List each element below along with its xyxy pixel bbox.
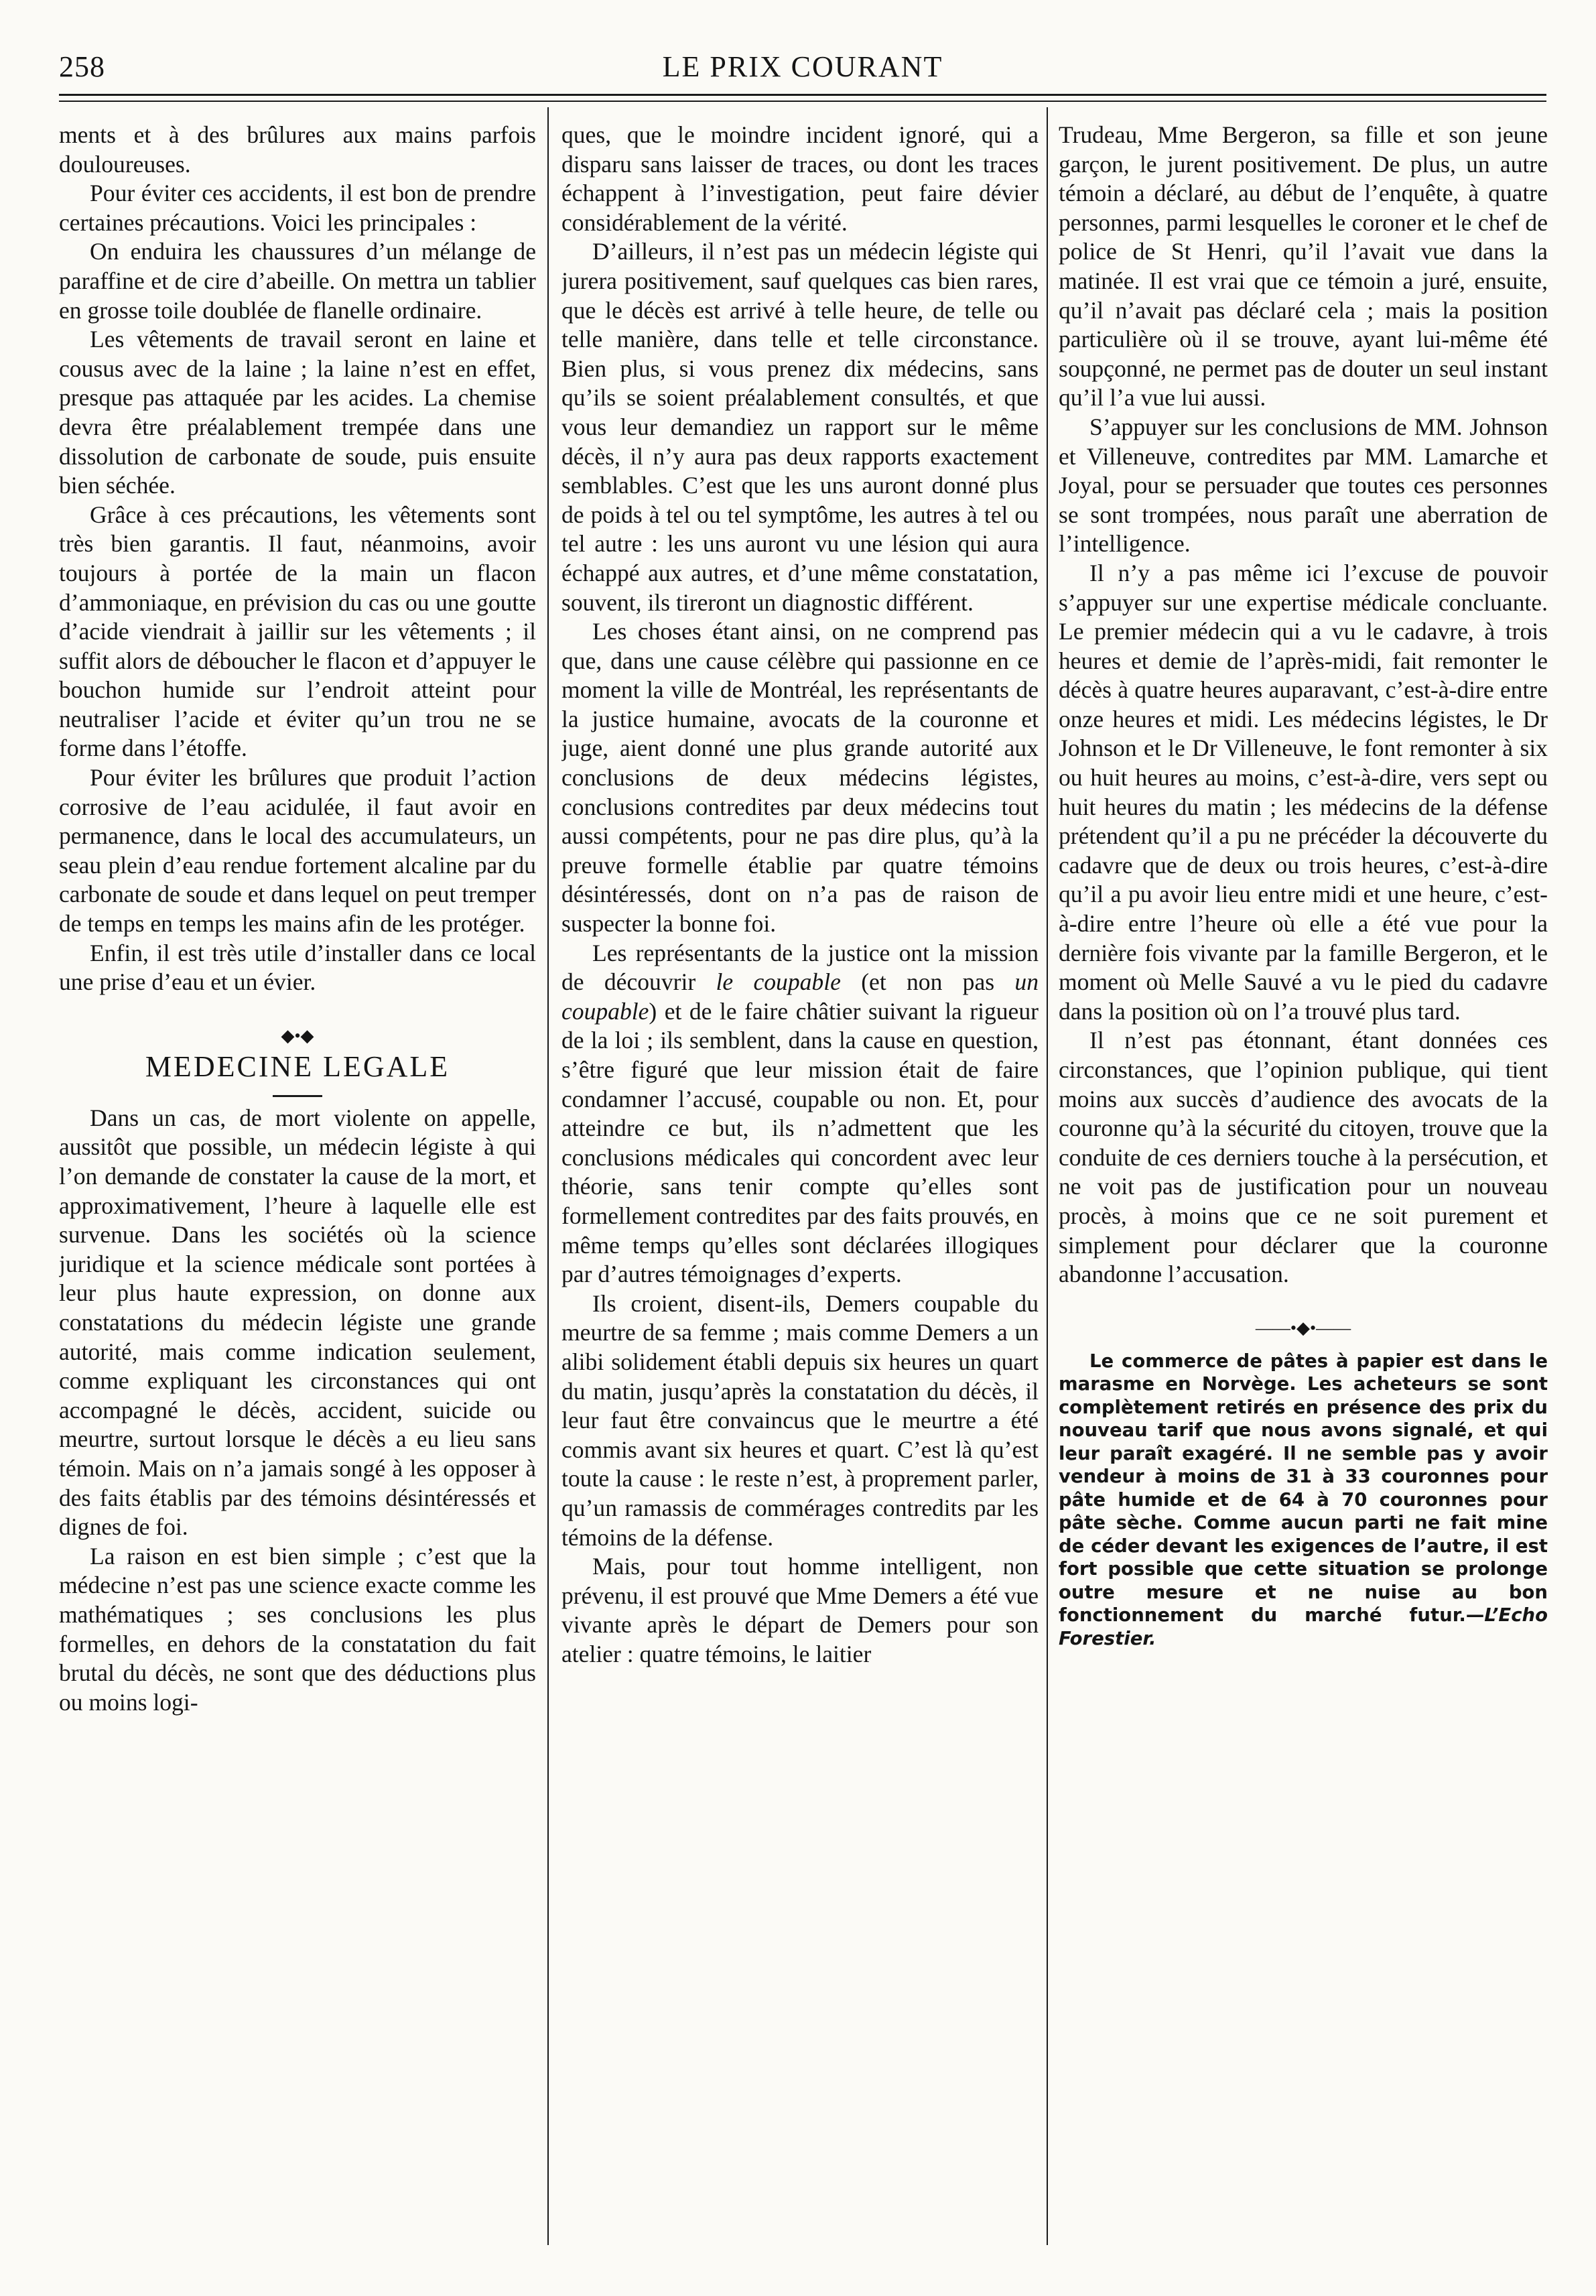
paragraph: Pour éviter les brûlures que produit l’action corrosive de l’eau acidulée, il faut avoir en permanence, dans le local des accumulateurs, un seau plein d’eau rendue fortement alcaline par du carbonate de soude et dans lequel on peut tremper de temps en temps les mains afin de les protéger. [59,764,536,938]
paragraph: Dans un cas, de mort violente on appelle, aussitôt que possible, un médecin légiste à qui l’on demande de constater la cause de la mort, et approximativement, l’heure à laquelle elle est survenue. Dans les sociétés où la science juridique et la science médicale sont portées à leur plus haute expression, on donne aux constatations du médecin légiste une grande autorité, mais comme indication seulement, comme expliquant les circonstances qui ont accompagné le décès, accident, suicide ou meurtre, surtout lorsque le décès a eu lieu sans témoin. Mais on n’a jamais songé à les opposer à des faits établis par des témoins désintéressés et dignes de foi. [59,1104,536,1541]
paragraph: Il n’y a pas même ici l’excuse de pouvoir s’appuyer sur une expertise médicale concluante. Le premier médecin qui a vu le cadavre, à trois heures et demie de l’après-midi, fait remonter le décès à quatre heures auparavant, c’est-à-dire entre onze heures et midi. Les médecins légistes, le Dr Johnson et le Dr Villeneuve, le font remonter à six ou huit heures au moins, c’est-à-dire, vers sept ou huit heures du matin ; les médecins de la défense prétendent qu’il a pu ne précéder la découverte du cadavre que de deux ou trois heures, c’est-à-dire qu’il a pu avoir lieu entre midi et une heure, c’est-à-dire entre l’heure où elle a été vue pour la dernière fois vivante par la famille Bergeron, et le moment où Melle Sauvé a vu le pied du cadavre dans la position où on l’a trouvé plus tard. [1059,559,1548,1025]
paragraph: D’ailleurs, il n’est pas un médecin légiste qui jurera positivement, sauf quelques cas bien rares, que le décès est arrivé à telle heure, de telle ou telle manière, dans telle et telle circonstance. Bien plus, si vous prenez dix médecins, sans qu’ils se soient préalablement consultés, et que vous leur demandiez un rapport sur le même décès, il n’y aura pas deux rapports exactement semblables. C’est que les uns auront donné plus de poids à tel ou tel symptôme, les autres à tel ou tel autre : les uns auront vu une lésion qui aura échappé aux autres, et d’une même constatation, souvent, ils tireront un diagnostic différent. [561,238,1039,616]
running-title: LE PRIX COURANT [662,50,943,83]
paragraph [561,939,1039,1289]
paragraph: ques, que le moindre incident ignoré, qui a disparu sans laisser de traces, ou dont les traces échappent à l’investigation, peut faire dévier considérablement de la vérité. [561,121,1039,236]
header-rule-bottom [59,101,1546,102]
header-rule-top [59,94,1546,96]
paragraph: Ils croient, disent-ils, Demers coupable du meurtre de sa femme ; mais comme Demers a un alibi solidement établi depuis six heures un quart du matin, jusqu’après la constatation du décès, il leur faut être convaincus que le meurtre a été commis avant six heures et quart. C’est là qu’est toute la cause : le reste n’est, à proprement parler, qu’un ramassis de commérages contredits par les témoins de la défense. [561,1289,1039,1551]
column-divider-1 [547,107,549,2245]
column-3 [1059,121,1548,2252]
paragraph: Les choses étant ainsi, on ne comprend pas que, dans une cause célèbre qui passionne en ce moment la ville de Montréal, les représentants de la justice humaine, avocats de la couronne et juge, aient donné une plus grande autorité aux conclusions de deux médecins légistes, conclusions contredites par deux médecins tout aussi compétents, pour ne pas dire plus, qu’à la preuve formelle établie par quatre témoins désintéressés, dont on n’a pas de raison de suspecter la bonne foi. [561,618,1039,938]
column-divider-2 [1047,107,1048,2245]
italic-text: un coupable [561,968,1039,1025]
paragraph: ments et à des brûlures aux mains parfois douloureuses. [59,121,536,178]
paragraph: Trudeau, Mme Bergeron, sa fille et son jeune garçon, le jurent positivement. De plus, un autre témoin a déclaré, au début de l’enquête, à quatre personnes, parmi lesquelles le coroner et le chef de police de St Henri, qu’il l’avait vue dans la matinée. Il est vrai que ce témoin a juré, ensuite, qu’il n’avait pas déclaré cela ; mais la position particulière où il se trouve, ayant lui-même été soupçonné, ne permet pas de douter un seul instant qu’il l’a vue lui aussi. [1059,121,1548,411]
paragraph: S’appuyer sur les conclusions de MM. Johnson et Villeneuve, contredites par MM. Lamarche et Joyal, pour se persuader que toutes ces personnes se sont trompées, nous paraît une aberration de l’intelligence. [1059,413,1548,558]
text-run: (et non pas [840,968,1015,996]
section-title: MEDECINE LEGALE [145,1049,450,1083]
page-number: 258 [59,50,105,83]
text-run: ) et de le faire châtier suivant la rigueur de la loi ; ils semblent, dans la cause en question, s’être figuré que leur mission était de faire condamner l’accusé, coupable ou non. Et, pour atteindre ce but, ils n’admettent que les conclusions médicales qui concordent avec leur théorie, sans tenir compte qu’elles sont formellement contredites par des faits prouvés, en même temps qu’elles sont déclarées illogiques par d’autres témoignages d’experts. [561,997,1039,1288]
paragraph: La raison en est bien simple ; c’est que la médecine n’est pas une science exacte comme les mathématiques ; ses conclusions les plus formelles, en dehors de la constatation du fait brutal du décès, ne sont que des déductions plus ou moins logi- [59,1542,536,1716]
text-run: Les représentants de la justice ont la mission de découvrir [561,939,1039,996]
paragraph: Grâce à ces précautions, les vêtements sont très bien garantis. Il faut, néanmoins, avoir toujours à portée de la main un flacon d’ammoniaque, en prévision du cas ou une goutte d’acide viendrait à jaillir sur les vêtements ; il suffit alors de déboucher le flacon et d’appuyer le bouchon humide sur l’endroit atteint pour neutraliser l’acide et éviter qu’un trou ne se forme dans l’étoffe. [59,501,536,762]
paragraph: Enfin, il est très utile d’installer dans ce local une prise d’eau et un évier. [59,939,536,996]
paragraph: Pour éviter ces accidents, il est bon de prendre certaines précautions. Voici les principales : [59,180,536,236]
note-ornament: ——•◆•—— [1255,1318,1351,1338]
italic-text: le coupable [716,968,841,996]
section-ornament: ◆•◆ [281,1025,314,1045]
section-dash [273,1095,322,1097]
note-source: L’Echo Forestier. [1059,1604,1548,1649]
news-note [1059,1350,1548,1651]
note-text: Le commerce de pâtes à papier est dans le marasme en Norvège. Les acheteurs se sont complètement retirés en présence des prix du nouveau tarif que nous avons signalé, et qui leur paraît exagéré. Il ne semble pas y avoir vendeur à moins de 31 à 33 couronnes pour pâte humide et de 64 à 70 couronnes pour pâte sèche. Comme aucun parti ne fait mine de céder devant les exigences de l’autre, il est fort possible que cette situation se prolonge outre mesure et ne nuise au bon fonctionnement du marché futur.— [1059,1350,1548,1627]
paragraph: Mais, pour tout homme intelligent, non prévenu, il est prouvé que Mme Demers a été vue vivante après le départ de Demers pour son atelier : quatre témoins, le laitier [561,1553,1039,1667]
paragraph: Il n’est pas étonnant, étant données ces circonstances, que l’opinion publique, qui tient moins aux succès d’audience des avocats de la couronne qu’à la sécurité du citoyen, trouve que la conduite de ces derniers touche à la persécution, et ne voit pas de justification pour un nouveau procès, à moins que ce ne soit purement et simplement pour déclarer que la couronne abandonne l’accusation. [1059,1027,1548,1288]
paragraph: Les vêtements de travail seront en laine et cousus avec de la laine ; la laine n’est en effet, presque pas attaquée par les acides. La chemise devra être préalablement trempée dans une dissolution de carbonate de soude, puis ensuite bien séchée. [59,326,536,499]
column-1 [59,121,536,2252]
page-header [59,47,1546,87]
paragraph: On enduira les chaussures d’un mélange de paraffine et de cire d’abeille. On mettra un tablier en grosse toile doublée de flanelle ordinaire. [59,238,536,324]
column-2 [561,121,1039,2252]
